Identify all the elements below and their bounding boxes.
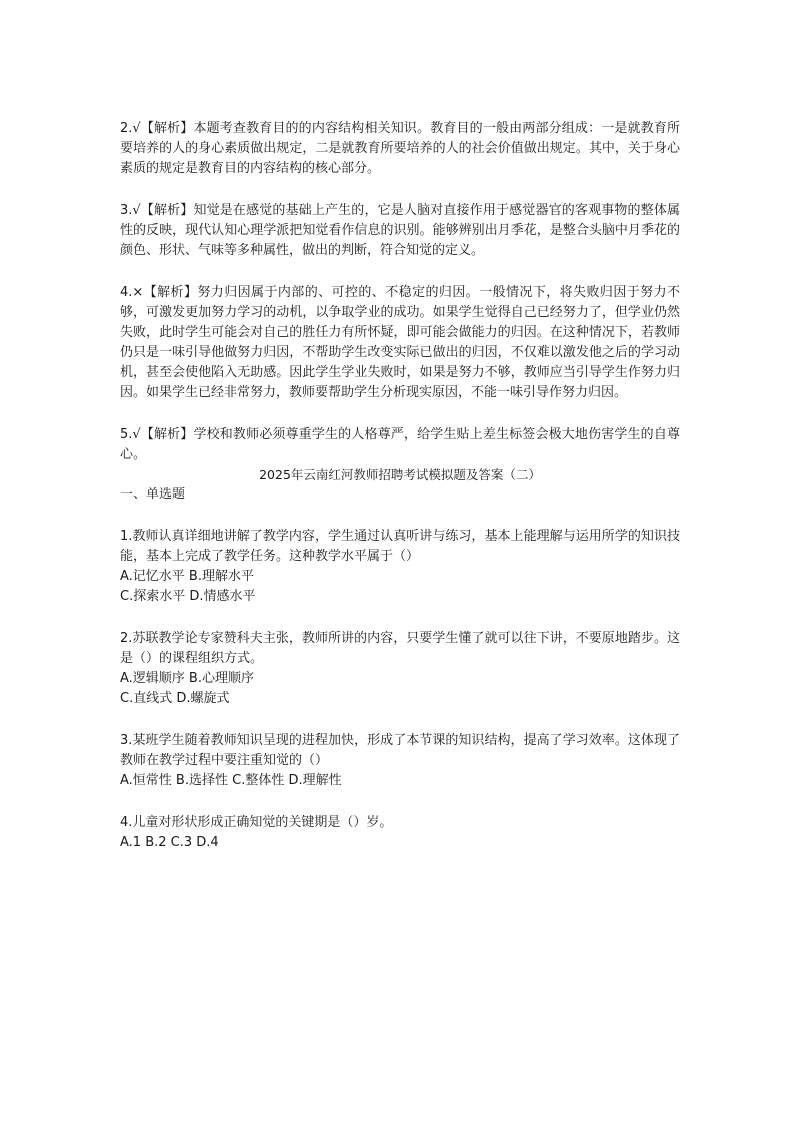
question-4-stem: 4.儿童对形状形成正确知觉的关键期是（）岁。 — [120, 815, 393, 830]
answer-5: 5.√【解析】学校和教师必须尊重学生的人格尊严，给学生贴上差生标签会极大地伤害学生的自尊心。 — [120, 427, 680, 462]
question-3-options: A.恒常性 B.选择性 C.整体性 D.理解性 — [120, 773, 342, 788]
question-1-options-ab: A.记忆水平 B.理解水平 — [120, 569, 254, 584]
section-title: 2025年云南红河教师招聘考试模拟题及答案（二） — [259, 467, 541, 482]
document-page — [120, 119, 680, 853]
answer-4: 4.×【解析】努力归因属于内部的、可控的、不稳定的归因。一般情况下，将失败归因于努力不够，可激发更加努力学习的动机，以争取学业的成功。如果学生觉得自己已经努力了，但学业仍然失败，此时学生可能会对自己的胜任力有所怀疑，即可能会做能力的归因。在这种情况下，若教师仍只是一味引导他做努力归因，不帮助学生改变实际已做出的归因，不仅难以激发他之后的学习动机，甚至会使他陷入无助感。因此学生学业失败时，如果是努力不够，教师应当引导学生作努力归因。如果学生已经非常努力，教师要帮助学生分析现实原因，不能一味引导作努力归因。 — [120, 285, 680, 400]
section-heading: 一、单选题 — [120, 487, 186, 502]
question-2-stem: 2.苏联教学论专家赞科夫主张，教师所讲的内容，只要学生懂了就可以往下讲，不要原地踏步。这是（）的课程组织方式。 — [120, 631, 680, 666]
question-1-stem: 1.教师认真详细地讲解了教学内容，学生通过认真听讲与练习，基本上能理解与运用所学的知识技能，基本上完成了教学任务。这种教学水平属于（） — [120, 529, 680, 564]
answer-3: 3.√【解析】知觉是在感觉的基础上产生的，它是人脑对直接作用于感觉器官的客观事物的整体属性的反映，现代认知心理学派把知觉看作信息的识别。能够辨别出月季花，是整合头脑中月季花的颜色、形状、气味等多种属性，做出的判断，符合知觉的定义。 — [120, 203, 680, 258]
question-1-options-cd: C.探索水平 D.情感水平 — [120, 589, 256, 604]
question-2-options-cd: C.直线式 D.螺旋式 — [120, 691, 230, 706]
answer-2: 2.√【解析】本题考查教育目的的内容结构相关知识。教育目的一般由两部分组成：一是就教育所要培养的人的身心素质做出规定，二是就教育所要培养的人的社会价值做出规定。其中，关于身心素质的规定是教育目的内容结构的核心部分。 — [120, 121, 680, 176]
question-3-stem: 3.某班学生随着教师知识呈现的进程加快，形成了本节课的知识结构，提高了学习效率。这体现了教师在教学过程中要注重知觉的（） — [120, 733, 680, 768]
question-2-options-ab: A.逻辑顺序 B.心理顺序 — [120, 671, 254, 686]
question-4-options: A.1 B.2 C.3 D.4 — [120, 835, 219, 850]
